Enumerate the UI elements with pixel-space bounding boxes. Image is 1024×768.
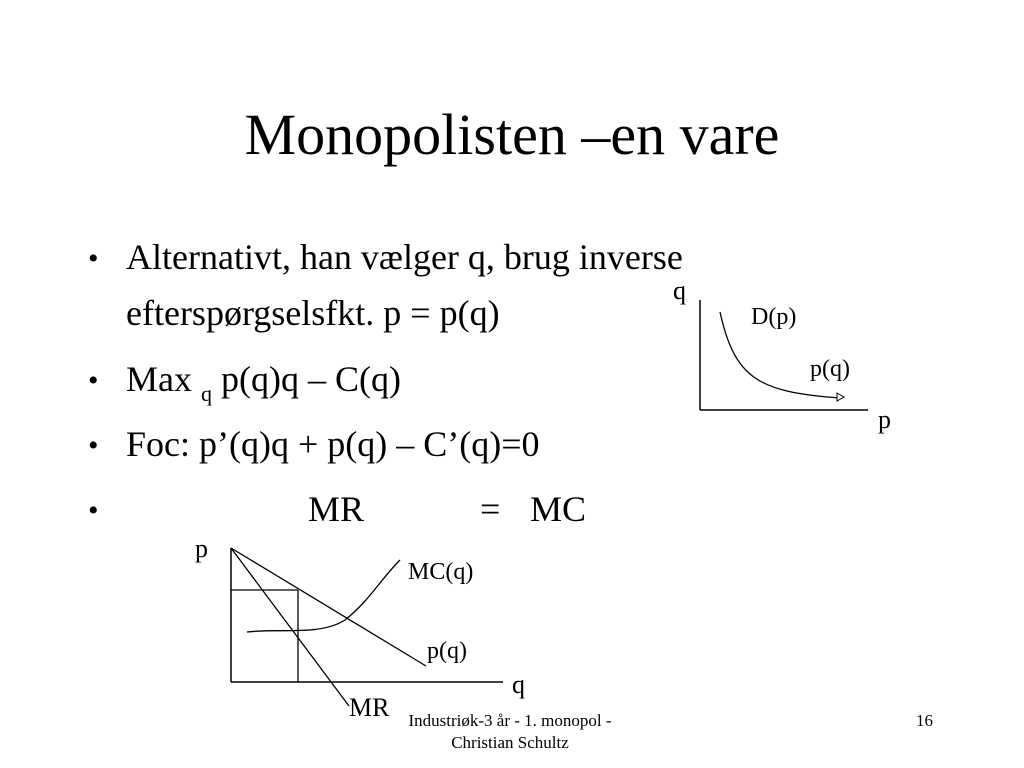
bullet-text-continuation: efterspørgselsfkt. p = p(q) <box>126 293 500 333</box>
bullet-marker: • <box>88 364 99 397</box>
monopoly-x-label: q <box>512 670 525 699</box>
mr-label: MR <box>349 693 390 722</box>
bullet-marker: • <box>88 429 99 462</box>
equation-mr: MR <box>308 489 365 529</box>
bullet-marker: • <box>88 242 99 275</box>
equation-equals: = <box>480 489 501 529</box>
demand-curve-end-marker <box>837 393 844 401</box>
demand-diagram <box>673 276 891 434</box>
bullet-text: Alternativt, han vælger q, brug inverse <box>126 237 683 277</box>
monopoly-demand-label: p(q) <box>427 638 467 664</box>
marginal-cost-curve <box>247 560 400 632</box>
mc-label: MC(q) <box>408 559 474 585</box>
demand-label-bottom: p(q) <box>810 356 850 382</box>
bullet-text-part: p(q)q – C(q) <box>212 359 401 399</box>
equation-mc: MC <box>530 489 587 529</box>
footer-line-2: Christian Schultz <box>451 733 569 752</box>
demand-y-label: q <box>673 276 686 305</box>
bullet-text: Foc: p’(q)q + p(q) – C’(q)=0 <box>126 424 540 464</box>
slide-title: Monopolisten –en vare <box>244 102 780 167</box>
page-number: 16 <box>916 711 933 730</box>
demand-line <box>231 548 426 666</box>
monopoly-y-label: p <box>195 534 208 563</box>
subscript: q <box>201 381 212 406</box>
monopoly-diagram <box>195 534 525 722</box>
bullet-marker: • <box>88 494 99 527</box>
footer <box>380 710 640 754</box>
bullet-text-part: Max <box>126 359 201 399</box>
demand-label-top: D(p) <box>751 304 797 330</box>
footer-line-1: Industriøk-3 år - 1. monopol - <box>408 711 612 730</box>
demand-x-label: p <box>878 405 891 434</box>
